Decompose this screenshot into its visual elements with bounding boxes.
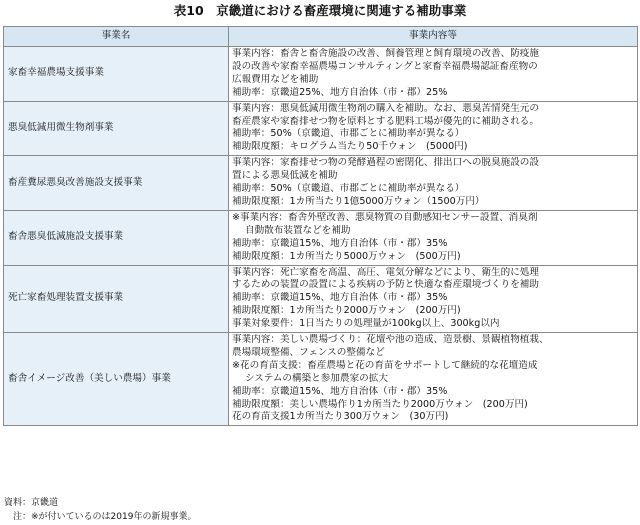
table-row <box>4 47 638 102</box>
project-name: 畜舎悪臭低減施設支援事業 <box>4 210 229 265</box>
content-line: ※事業内容：畜舎外壁改善、悪臭物質の自動感知センサー設置、消臭剤 <box>232 211 538 223</box>
table-row <box>4 210 638 265</box>
table-header-row <box>4 27 638 47</box>
content-line: 畜産農家や家畜排せつ物を原料とする肥料工場が優先的に補助される。 <box>232 115 539 127</box>
content-line: 補助率：京畿道15%、地方自治体（市・郡）35% <box>232 237 448 249</box>
footnote: 注：※が付いているのは2019年の新規事業。 <box>4 512 197 522</box>
content-line: 補助限度額：キログラム当たり50千ウォン (5000円) <box>232 141 468 153</box>
content-line: 設の改善や家畜幸福農場コンサルティングと家畜幸福農場認証畜産物の <box>232 60 538 72</box>
table-row <box>4 156 638 211</box>
project-name: 死亡家畜処理装置支援事業 <box>4 265 229 333</box>
content-line: 事業内容：悪臭低減用微生物剤の購入を補助。なお、悪臭苦情発生元の <box>232 102 539 114</box>
content-line: 補助率：京畿道25%、地方自治体（市・郡）25% <box>232 86 448 98</box>
content-line: 事業内容：家畜排せつ物の発酵過程の密閉化、排出口への脱臭施設の設 <box>232 157 539 169</box>
content-line: するための装置の設置による疾病の予防と快適な畜産環境づくりを補助 <box>232 279 539 291</box>
project-name: 畜舎イメージ改善（美しい農場）事業 <box>4 333 229 426</box>
content-line: 補助率：50%（京畿道、市郡ごとに補助率が異なる） <box>232 128 465 140</box>
table-row <box>4 101 638 156</box>
project-name: 畜産糞尿悪臭改善施設支援事業 <box>4 156 229 211</box>
project-content <box>229 156 638 211</box>
project-name: 家畜幸福農場支援事業 <box>4 47 229 102</box>
project-content <box>229 333 638 426</box>
content-line: 補助率：京畿道15%、地方自治体（市・郡）35% <box>232 292 448 304</box>
project-content <box>229 210 638 265</box>
content-line: 農場環境整備、フェンスの整備など <box>232 346 385 358</box>
content-line: 自動散布装置などを補助 <box>245 224 351 236</box>
content-line: 花の育苗支援1カ所当たり300万ウォン (30万円) <box>232 411 449 423</box>
table-row <box>4 265 638 333</box>
content-line: 補助限度額：美しい農場作り1カ所当たり2000万ウォン (200万円) <box>232 398 528 410</box>
content-line: 補助率：50%（京畿道、市郡ごとに補助率が異なる） <box>232 183 465 195</box>
content-line: 補助限度額：1カ所当たり2000万ウォン (200万円) <box>232 305 461 317</box>
content-line: 補助率：京畿道15%、地方自治体（市・郡）35% <box>232 385 448 397</box>
subsidy-table <box>3 26 638 426</box>
project-name: 悪臭低減用微生物剤事業 <box>4 101 229 156</box>
content-line: 広報費用などを補助 <box>232 73 319 85</box>
project-content <box>229 101 638 156</box>
content-line: 補助限度額：1カ所当たり5000万ウォン (500万円) <box>232 250 461 262</box>
content-line: 事業内容：死亡家畜を高温、高圧、電気分解などにより、衛生的に処理 <box>232 266 539 278</box>
content-line: ※花の育苗支援：畜産農場と花の育苗をサポートして継続的な花壇造成 <box>232 359 538 371</box>
project-content <box>229 265 638 333</box>
content-line: 補助限度額：1カ所当たり1億5000万ウォン（1500万円） <box>232 195 485 207</box>
content-line: 事業内容：美しい農場づくり：花壇や池の造成、造景樹、景観植物植栽、 <box>232 334 549 346</box>
table-title: 表10 京畿道における畜産環境に関連する補助事業 <box>173 3 467 18</box>
header-content: 事業内容等 <box>229 27 638 47</box>
header-name: 事業名 <box>4 27 229 47</box>
content-line: 事業対象要件：1日当たりの処理量が100kg以上、300kg以内 <box>232 318 500 330</box>
project-content <box>229 47 638 102</box>
content-line: 事業内容：畜舎と畜舎施設の改善、飼養管理と飼育環境の改善、防疫施 <box>232 48 539 59</box>
source-note: 資料：京畿道 <box>4 498 59 508</box>
table-row <box>4 333 638 426</box>
content-line: 置による悪臭低減を補助 <box>232 170 338 182</box>
content-line: システムの構築と参加農家の拡大 <box>245 372 388 384</box>
